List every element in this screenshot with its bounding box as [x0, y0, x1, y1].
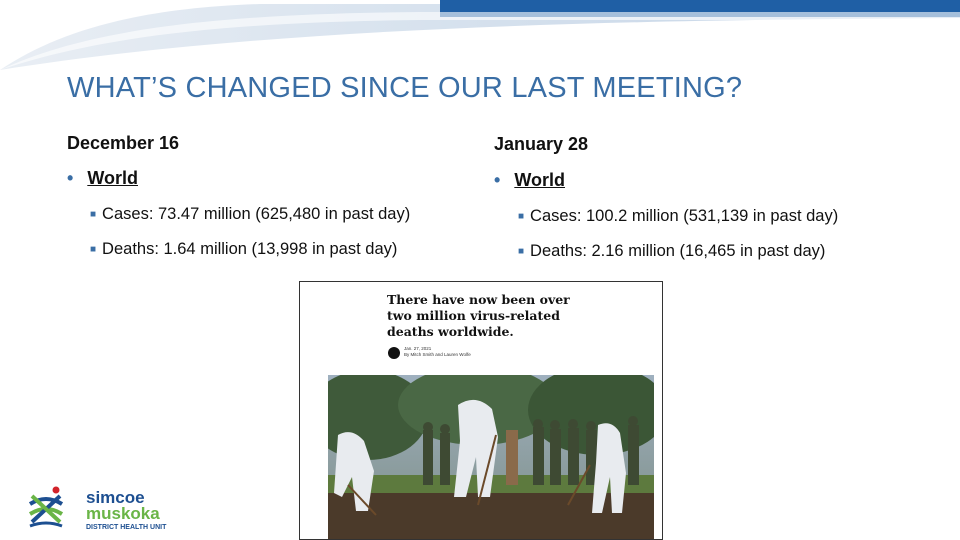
square-bullet-icon: ■ [518, 211, 525, 222]
left-cases-text: Cases: 73.47 million (625,480 in past day) [102, 205, 411, 223]
logo-line-3: DISTRICT HEALTH UNIT [86, 524, 167, 531]
article-byline [404, 346, 471, 358]
left-deaths-item [90, 240, 397, 259]
bullet-dot-icon: • [494, 170, 501, 190]
right-world-bullet [494, 170, 565, 191]
left-deaths-text: Deaths: 1.64 million (13,998 in past day) [102, 240, 398, 258]
square-bullet-icon: ■ [90, 244, 97, 255]
logo-line-1: simcoe [86, 488, 145, 507]
simcoe-muskoka-logo [26, 486, 216, 534]
right-deaths-item [518, 242, 825, 261]
right-deaths-text: Deaths: 2.16 million (16,465 in past day) [530, 242, 826, 260]
article-headline: There have now been over two million virus-related deaths worldwide. [387, 292, 570, 339]
header-swoosh-decoration [0, 0, 960, 70]
left-world-bullet [67, 168, 138, 189]
logo-mark-icon [30, 487, 62, 527]
right-world-link[interactable]: World [514, 170, 565, 190]
burial-photo [328, 375, 654, 540]
article-date: Jan. 27, 2021 [404, 346, 432, 351]
right-date-heading: January 28 [494, 134, 589, 154]
news-article-image [299, 281, 663, 540]
author-avatar-icon [388, 347, 400, 359]
slide-title: WHAT’S CHANGED SINCE OUR LAST MEETING? [67, 72, 743, 104]
logo-line-2: muskoka [86, 504, 160, 523]
square-bullet-icon: ■ [518, 246, 525, 257]
left-date-heading: December 16 [67, 133, 180, 153]
left-cases-item [90, 205, 410, 224]
right-cases-item [518, 207, 838, 226]
right-cases-text: Cases: 100.2 million (531,139 in past day) [530, 207, 839, 225]
square-bullet-icon: ■ [90, 209, 97, 220]
article-authors: By Mitch Smith and Lauren Wolfe [404, 352, 471, 357]
left-world-link[interactable]: World [87, 168, 138, 188]
bullet-dot-icon: • [67, 168, 74, 188]
